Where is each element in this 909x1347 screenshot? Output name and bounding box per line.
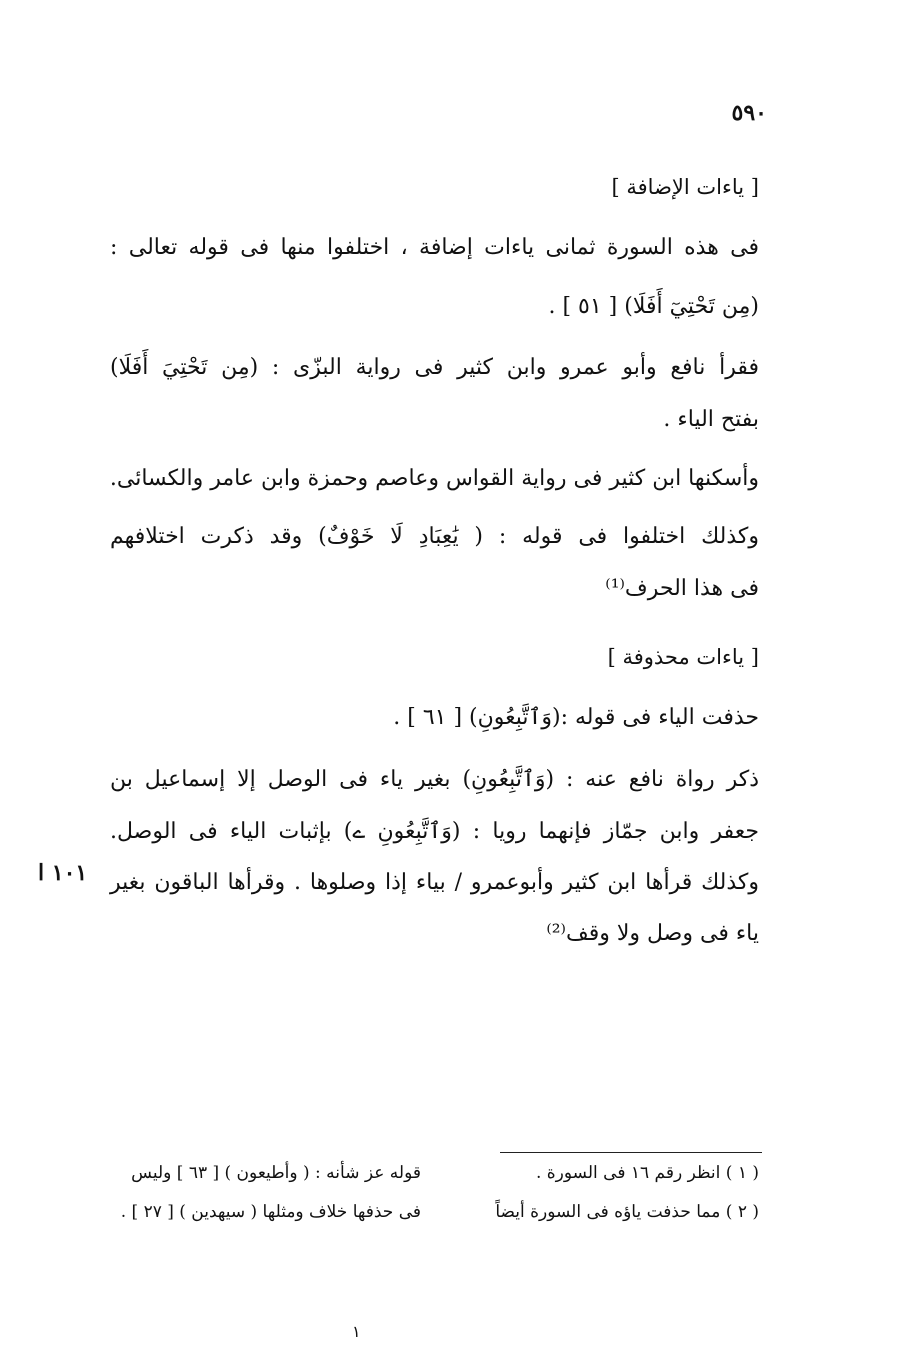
section-heading-mahdhufa: [ ياءات محذوفة ] (607, 645, 759, 669)
body-line: (مِن تَحْتِيٓ أَفَلَا) [ ٥١ ] . (548, 294, 759, 319)
body-line: بفتح الياء . (663, 407, 759, 432)
footnote-2-continued: فى حذفها خلاف ومثلها ( سيهدين ) [ ٢٧ ] . (120, 1202, 421, 1222)
body-line: وكذلك اختلفوا فى قوله : ( يَٰعِبَادِ لَا خَوْفٌ) وقد ذكرت اختلافهم (110, 524, 759, 549)
body-line: وأسكنها ابن كثير فى رواية القواس وعاصم وحمزة وابن عامر والكسائى. (109, 466, 759, 491)
body-line: ياء فى وصل ولا وقف⁽²⁾ (546, 921, 759, 946)
footnote-divider (500, 1152, 762, 1153)
body-line: حذفت الياء فى قوله :(وَٱتَّبِعُونِ) [ ٦١ ] . (393, 705, 759, 730)
signature-mark: ١ (352, 1322, 361, 1341)
footnote-1: ( ١ ) انظر رقم ١٦ فى السورة . (535, 1163, 759, 1183)
body-line: فى هذا الحرف⁽¹⁾ (605, 576, 759, 601)
footnote-1-continued: قوله عز شأنه : ( وأطيعون ) [ ٦٣ ] وليس (131, 1163, 421, 1183)
page-number: ٥٩٠ (731, 100, 767, 126)
body-line: فى هذه السورة ثمانى ياءات إضافة ، اختلفوا منها فى قوله تعالى : (110, 235, 759, 260)
footnote-2: ( ٢ ) مما حذفت ياؤه فى السورة أيضاً (495, 1202, 759, 1222)
body-line: وكذلك قرأها ابن كثير وأبوعمرو / بياء إذا وصلوها . وقرأها الباقون بغير (110, 870, 759, 895)
body-line: فقرأ نافع وأبو عمرو وابن كثير فى رواية البزّى : (مِن تَحْتِيَ أَفَلَا) (110, 355, 759, 380)
body-line: ذكر رواة نافع عنه : (وَٱتَّبِعُونِ) بغير ياء فى الوصل إلا إسماعيل بن (110, 767, 759, 792)
body-line: جعفر وابن جمّاز فإنهما رويا : (وَٱتَّبِعُونِ ے) بإثبات الياء فى الوصل. (110, 819, 759, 844)
margin-folio-number: ١٠١ ا (38, 860, 88, 886)
section-heading-idafa: [ ياءات الإضافة ] (611, 175, 759, 199)
